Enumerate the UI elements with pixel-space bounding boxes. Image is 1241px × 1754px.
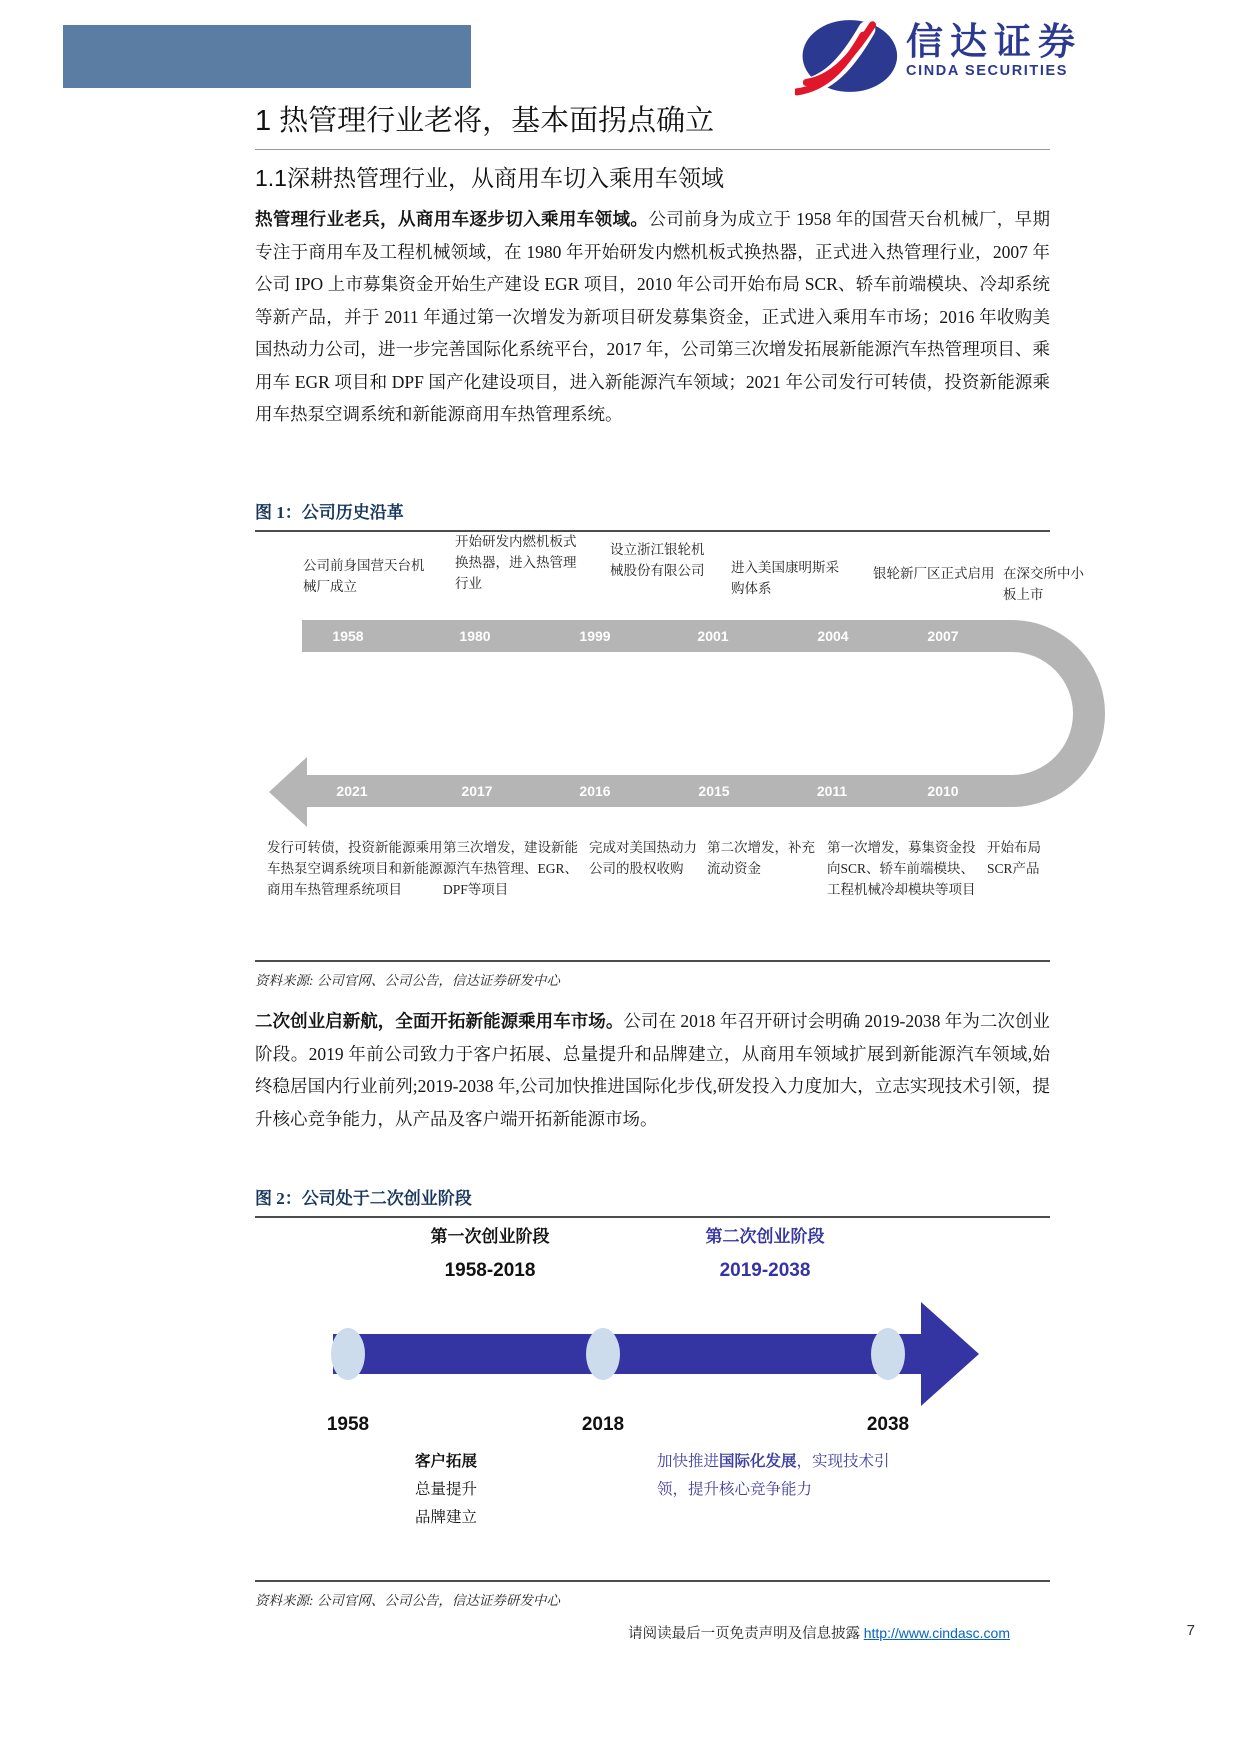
- timeline-year: 2007: [927, 628, 959, 644]
- stage2-note: [657, 1448, 901, 1504]
- stage-arrowhead-icon: [921, 1302, 979, 1406]
- timeline-year: 2001: [697, 628, 729, 644]
- timeline-event-label: 第三次增发，建设新能源汽车热管理、EGR、DPF等项目: [443, 840, 578, 897]
- milestone-marker: [586, 1328, 620, 1380]
- timeline-year: 1980: [459, 628, 491, 644]
- brand-block: [906, 22, 1082, 80]
- stage1-note-line: 总量提升: [415, 1480, 478, 1498]
- timeline-arrowhead-icon: [269, 757, 307, 827]
- timeline-year: 2015: [698, 783, 730, 799]
- timeline-event-label: 设立浙江银轮机械股份有限公司: [610, 542, 705, 578]
- timeline-year: 2021: [336, 783, 368, 799]
- timeline-event-label: 公司前身国营天台机械厂成立: [303, 558, 425, 594]
- timeline-year: 1958: [332, 628, 364, 644]
- timeline-year: 2010: [927, 783, 959, 799]
- figure2-timeline: [255, 1216, 1050, 1566]
- paragraph-history-lead: 热管理行业老兵，从商用车逐步切入乘用车领域。: [255, 209, 649, 229]
- header-accent-bar: [63, 25, 471, 88]
- figure1-source: 资料来源: 公司官网、公司公告，信达证券研发中心: [255, 960, 1050, 989]
- stage2-label: 第二次创业阶段: [705, 1227, 825, 1246]
- paragraph-history-body: 公司前身为成立于 1958 年的国营天台机械厂，早期专注于商用车及工程机械领域，在 1980 年开始研发内燃机板式换热器，正式进入热管理行业，2007 年公司 IPO 上市募集资金开始生产建设 EGR 项目，2010 年公司开始布局 SCR、轿车前端模块、冷却系统等新产品，并于 2011 年通过第一次增发为新项目研发募集资金，正式进入乘用车市场；2016 年收购美国热动力公司，进一步完善国际化系统平台，2017 年，公司第三次增发拓展新能源汽车热管理项目、乘用车 EGR 项目和 DPF 国产化建设项目，进入新能源汽车领域；2021 年公司发行可转债，投资新能源乘用车热泵空调系统和新能源商用车热管理系统。: [255, 209, 1050, 425]
- timeline-event-label: 进入美国康明斯采购体系: [731, 560, 839, 596]
- cinda-logo-icon: [795, 16, 899, 96]
- stage2-note-bold: 国际化发展: [719, 1453, 797, 1470]
- timeline-event-label: 发行可转债，投资新能源乘用车热泵空调系统项目和新能源商用车热管理系统项目: [267, 840, 443, 897]
- milestone-year: 2038: [866, 1414, 910, 1435]
- brand-name-en: CINDA SECURITIES: [906, 63, 1069, 79]
- section-title: 1 热管理行业老将，基本面拐点确立: [255, 98, 1050, 150]
- timeline-year: 2011: [816, 783, 848, 799]
- company-website-link[interactable]: http://www.cindasc.com: [863, 1625, 1010, 1641]
- timeline-event-label: 在深交所中小板上市: [1003, 566, 1084, 602]
- paragraph-second-venture: [255, 1005, 1050, 1135]
- page-footer: [255, 1622, 1195, 1652]
- stage1-note: [415, 1448, 477, 1532]
- milestone-year: 2018: [581, 1414, 625, 1435]
- milestone-marker: [331, 1328, 365, 1380]
- subsection-title: 1.1深耕热管理行业，从商用车切入乘用车领域: [255, 165, 724, 191]
- figure1-title: 图 1：公司历史沿革: [255, 498, 1050, 532]
- paragraph-history: [255, 203, 1050, 431]
- paragraph-second-venture-lead: 二次创业启新航，全面开拓新能源乘用车市场。: [255, 1011, 624, 1031]
- timeline-year: 1999: [579, 628, 611, 644]
- timeline-event-label: 第一次增发，募集资金投向SCR、轿车前端模块、工程机械冷却模块等项目: [827, 840, 976, 897]
- stage2-years: 2019-2038: [719, 1260, 811, 1281]
- brand-name-cn: 信达证券: [906, 21, 1082, 62]
- timeline-event-label: 开始布局SCR产品: [987, 840, 1041, 876]
- timeline-event-label: 第二次增发，补充流动资金: [707, 840, 815, 876]
- stage1-note-line: 客户拓展: [415, 1453, 478, 1470]
- paragraph-second-venture-body: 公司在 2018 年召开研讨会明确 2019-2038 年为二次创业阶段。2019 年前公司致力于客户拓展、总量提升和品牌建立，从商用车领域扩展到新能源汽车领域,始终稳居国内行业前列;2019-2038 年,公司加快推进国际化步伐,研发投入力度加大，立志实现技术引领，提升核心竞争能力，从产品及客户端开拓新能源市场。: [255, 1011, 1051, 1129]
- stage1-years: 1958-2018: [444, 1260, 536, 1281]
- timeline-year: 2004: [817, 628, 849, 644]
- figure1-timeline: [255, 532, 1084, 958]
- figure2-source: 资料来源: 公司官网、公司公告，信达证券研发中心: [255, 1580, 1050, 1609]
- stage-arrow-bar: [333, 1334, 921, 1374]
- timeline-event-label: 开始研发内燃机板式换热器，进入热管理行业: [455, 534, 577, 591]
- timeline-event-label: 完成对美国热动力公司的股权收购: [589, 840, 697, 876]
- stage1-label: 第一次创业阶段: [430, 1227, 550, 1246]
- timeline-event-label: 银轮新厂区正式启用: [873, 566, 995, 581]
- disclaimer-text: 请阅读最后一页免责声明及信息披露: [628, 1626, 861, 1642]
- figure2-title: 图 2：公司处于二次创业阶段: [255, 1184, 1050, 1218]
- stage2-note-suffix: ，实现技术引领，提升核心竞争能力: [657, 1453, 890, 1498]
- milestone-year: 1958: [326, 1414, 370, 1435]
- timeline-year: 2016: [579, 783, 611, 799]
- milestone-marker: [871, 1328, 905, 1380]
- page-number: 7: [1186, 1622, 1195, 1639]
- timeline-year: 2017: [461, 783, 493, 799]
- stage1-note-line: 品牌建立: [415, 1508, 478, 1526]
- stage2-note-prefix: 加快推进: [657, 1453, 720, 1470]
